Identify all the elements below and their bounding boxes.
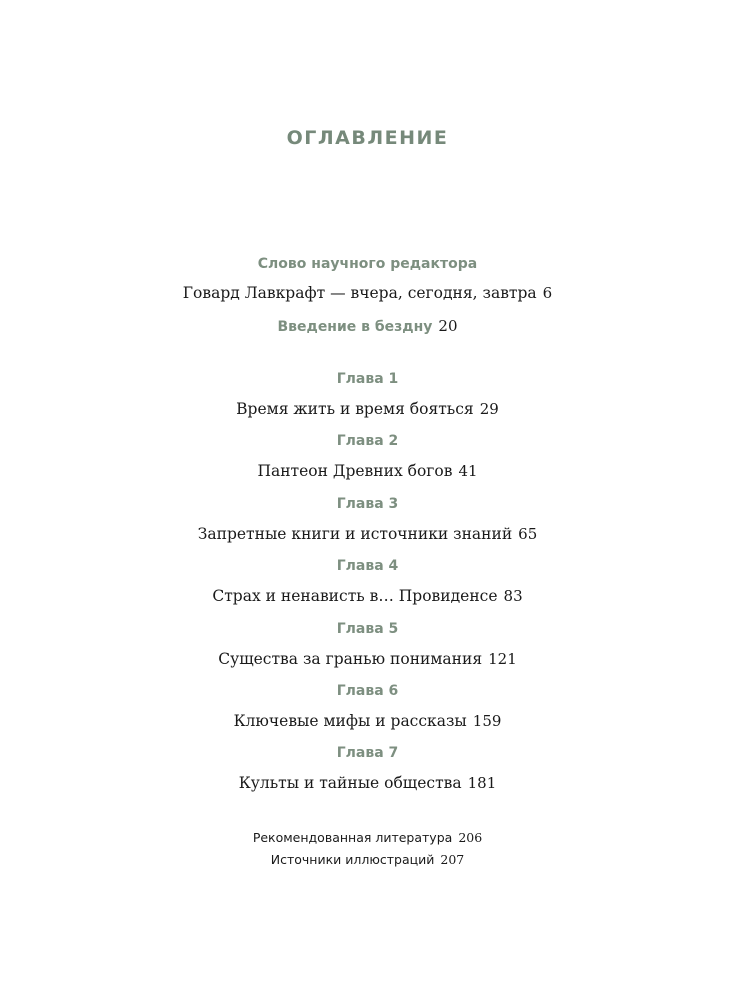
- chapter-title: Страх и ненависть в… Провиденсе: [212, 587, 498, 605]
- chapter-title: Ключевые мифы и рассказы: [233, 712, 467, 730]
- chapter-title: Время жить и время бояться: [236, 400, 474, 418]
- chapter-entry[interactable]: [0, 712, 735, 731]
- chapter-label: Глава 4: [336, 558, 399, 574]
- chapter-page: 121: [488, 650, 517, 668]
- intro-page: 20: [438, 317, 458, 335]
- chapter-entry[interactable]: [0, 774, 735, 793]
- chapter-page: 159: [472, 712, 502, 730]
- chapter-page: 41: [458, 462, 478, 480]
- chapter-page: 83: [503, 587, 523, 605]
- intro-title: Введение в бездну: [277, 319, 433, 335]
- editor-entry-page: 6: [542, 284, 553, 302]
- chapter-label: Глава 3: [336, 496, 399, 512]
- back-matter-page: 206: [458, 830, 483, 845]
- chapter-page: 29: [479, 400, 499, 418]
- page-title: ОГЛАВЛЕНИЕ: [286, 127, 449, 149]
- chapter-entry[interactable]: [0, 400, 735, 419]
- chapter-title: Культы и тайные общества: [238, 774, 462, 792]
- intro-entry[interactable]: [0, 317, 735, 336]
- chapter-entry[interactable]: [0, 462, 735, 481]
- back-matter-entry[interactable]: [0, 851, 735, 869]
- back-matter-title: Рекомендованная литература: [252, 830, 453, 845]
- editor-heading: Слово научного редактора: [257, 256, 478, 272]
- editor-entry[interactable]: [0, 284, 735, 303]
- chapter-title: Существа за гранью понимания: [218, 650, 483, 668]
- back-matter-page: 207: [440, 852, 465, 867]
- chapter-label: Глава 5: [336, 621, 399, 637]
- editor-entry-title: Говард Лавкрафт — вчера, сегодня, завтра: [182, 284, 537, 302]
- chapter-label: Глава 7: [336, 745, 399, 761]
- chapter-page: 181: [467, 774, 497, 792]
- chapter-entry[interactable]: [0, 650, 735, 669]
- back-matter-title: Источники иллюстраций: [270, 852, 435, 867]
- chapter-label: Глава 6: [336, 683, 399, 699]
- chapter-label: Глава 1: [336, 371, 399, 387]
- chapter-label: Глава 2: [336, 433, 399, 449]
- chapter-title: Пантеон Древних богов: [257, 462, 453, 480]
- chapter-page: 65: [518, 525, 538, 543]
- chapter-entry[interactable]: [0, 587, 735, 606]
- back-matter-entry[interactable]: [0, 829, 735, 847]
- chapter-title: Запретные книги и источники знаний: [197, 525, 513, 543]
- chapter-entry[interactable]: [0, 525, 735, 544]
